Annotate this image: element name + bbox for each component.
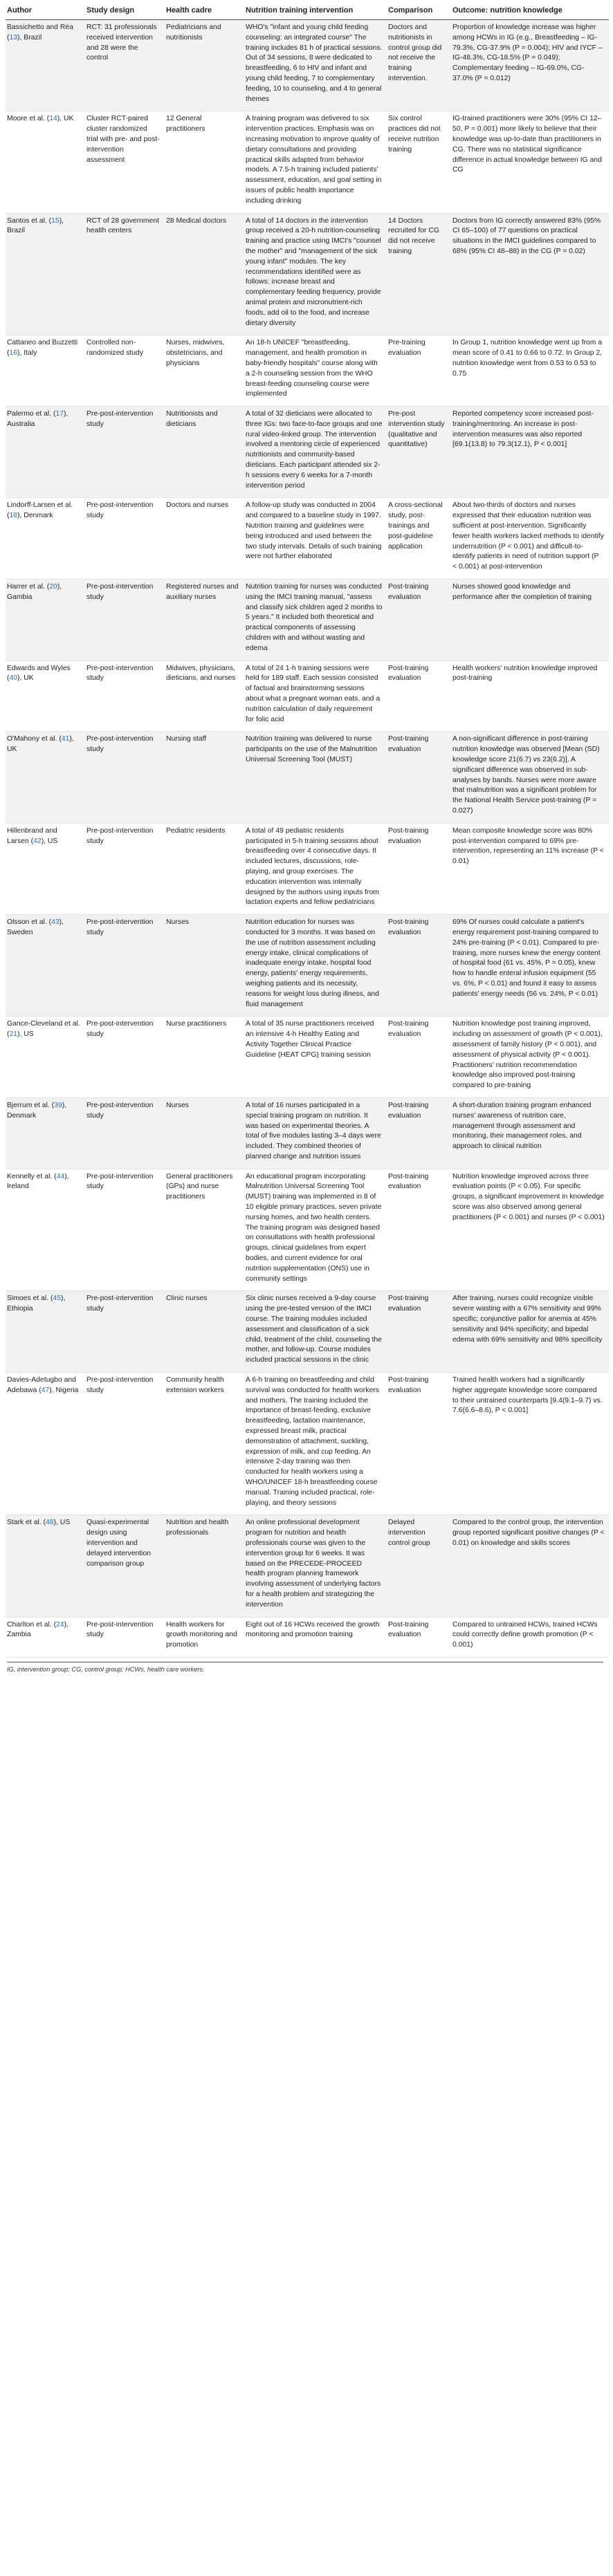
- author-country: ), Ethiopia: [7, 1295, 66, 1313]
- author-name: Davies-Adetugbo and Adebawa (: [7, 1376, 76, 1394]
- author-cell: [6, 660, 85, 732]
- header-outcome: Outcome: nutrition knowledge: [451, 3, 609, 20]
- author-name: Gance-Cleveland et al. (: [7, 1020, 80, 1039]
- health-cadre-cell: Doctors and nurses: [165, 498, 244, 580]
- study-design-cell: RCT of 28 government health centers: [85, 213, 165, 335]
- author-name: Stark et al. (: [7, 1519, 46, 1527]
- author-name: Charlton et al. (: [7, 1620, 57, 1629]
- reference-link[interactable]: 16: [9, 349, 18, 358]
- author-cell: [6, 213, 85, 335]
- outcome-cell: About two-thirds of doctors and nurses expressed that their education nutrition was sufficient at post-intervention. Significantly fewer health workers lacked methods to identify undernutrition (P < 0.001) and difficult-to-identify patients in need of nutrition support (P < 0.001) at post-intervention: [451, 498, 609, 580]
- intervention-cell: Six clinic nurses received a 9-day course using the pre-tested version of the IMCI course. The training modules included assessment and classification of a sick child, treatment of the child, counseling the mother, and follow-up. Course modules included practical sessions in the clinic: [244, 1291, 387, 1373]
- author-name: Bjerrum et al. (: [7, 1101, 55, 1109]
- health-cadre-cell: Pediatricians and nutritionists: [165, 20, 244, 111]
- comparison-cell: Delayed intervention control group: [387, 1515, 451, 1617]
- health-cadre-cell: Nurses: [165, 915, 244, 1017]
- health-cadre-cell: General practitioners (GPs) and nurse practitioners: [165, 1169, 244, 1291]
- reference-link[interactable]: 47: [41, 1386, 50, 1394]
- outcome-cell: After training, nurses could recognize visible severe wasting with a 67% sensitivity and 99% specific; conjunctive pallor for anemia at 45% sensitivity and 94% specificity; and bipedal edema with 69% sensitivity and 98% specificity: [451, 1291, 609, 1373]
- study-design-cell: Pre-post-intervention study: [85, 407, 165, 498]
- author-country: ), Ireland: [7, 1172, 69, 1191]
- comparison-cell: 14 Doctors recruited for CG did not receive training: [387, 213, 451, 335]
- outcome-cell: In Group 1, nutrition knowledge went up from a mean score of 0.41 to 0.66 to 0.72. In Group 2, nutrition knowledge went from 0.53 to 0.53 to 0.75: [451, 335, 609, 407]
- author-name: Simoes et al. (: [7, 1295, 53, 1303]
- study-design-cell: Controlled non-randomized study: [85, 335, 165, 407]
- study-design-cell: Pre-post-intervention study: [85, 1617, 165, 1657]
- author-cell: [6, 1169, 85, 1291]
- table-row: [6, 498, 609, 580]
- comparison-cell: Post-training evaluation: [387, 915, 451, 1017]
- table-row: [6, 660, 609, 732]
- author-cell: [6, 915, 85, 1017]
- outcome-cell: Doctors from IG correctly answered 83% (95% CI 65–100) of 77 questions on practical situations in the IMCI guidelines compared to 68% (95% CI 48–88) in the CG (P = 0.02): [451, 213, 609, 335]
- table-row: [6, 823, 609, 914]
- health-cadre-cell: 12 General practitioners: [165, 111, 244, 213]
- intervention-cell: A training program was delivered to six intervention practices. Emphasis was on increasing motivation to improve quality of dietary consultations and providing practical skills adapted from behavior models. A 7.5-h training included patients' assessment, education, and goal setting in issues of public health importance including drinking: [244, 111, 387, 213]
- author-name: Olsson et al. (: [7, 918, 52, 927]
- reference-link[interactable]: 45: [53, 1295, 61, 1303]
- author-country: ), US: [17, 1030, 34, 1039]
- comparison-cell: Post-training evaluation: [387, 1097, 451, 1169]
- intervention-cell: A total of 32 dieticians were allocated to three IGs: two face-to-face groups and one rural video-linked group. The intervention involved a mentoring circle of experienced nutritionists and community-based dieticians. Each participant attended six 2-h sessions every 6 weeks for a 7-month intervention period: [244, 407, 387, 498]
- outcome-cell: A short-duration training program enhanced nurses' awareness of nutrition care, management through assessment and monitoring, their management roles, and approach to clinical nutrition: [451, 1097, 609, 1169]
- outcome-cell: Health workers' nutrition knowledge improved post-training: [451, 660, 609, 732]
- intervention-cell: A total of 24 1-h training sessions were held for 189 staff. Each session consisted of factual and brainstorming sessions about what a pregnant woman eats, and a nutrition calculation of daily requirement for folic acid: [244, 660, 387, 732]
- comparison-cell: Post-training evaluation: [387, 732, 451, 823]
- studies-table: [6, 3, 609, 1658]
- table-row: [6, 1373, 609, 1515]
- intervention-cell: Nutrition training for nurses was conducted using the IMCI training manual, "assess and classify sick children aged 2 months to 5 years." It included both theoretical and practical components of assessing children with and without wasting and edema: [244, 580, 387, 661]
- header-author: Author: [6, 3, 85, 20]
- author-name: Santos et al. (: [7, 216, 52, 225]
- study-design-cell: Cluster RCT-paired cluster randomized trial with pre- and post-intervention assessment: [85, 111, 165, 213]
- intervention-cell: Nutrition training was delivered to nurse participants on the use of the Malnutrition Universal Screening Tool (MUST): [244, 732, 387, 823]
- author-cell: [6, 580, 85, 661]
- table-row: [6, 407, 609, 498]
- reference-link[interactable]: 44: [56, 1172, 65, 1180]
- study-design-cell: RCT: 31 professionals received intervention and 28 were the control: [85, 20, 165, 111]
- table-row: [6, 335, 609, 407]
- study-design-cell: Pre-post-intervention study: [85, 732, 165, 823]
- health-cadre-cell: Nutrition and health professionals: [165, 1515, 244, 1617]
- author-country: ), UK: [57, 115, 74, 123]
- health-cadre-cell: Nursing staff: [165, 732, 244, 823]
- comparison-cell: Pre-post intervention study (qualitative and quantitative): [387, 407, 451, 498]
- author-country: ), Brazil: [7, 216, 64, 235]
- author-cell: [6, 732, 85, 823]
- comparison-cell: Post-training evaluation: [387, 580, 451, 661]
- author-country: ), US: [41, 837, 58, 845]
- health-cadre-cell: Nurses: [165, 1097, 244, 1169]
- outcome-cell: Compared to untrained HCWs, trained HCWs could correctly define growth promotion (P < 0.001): [451, 1617, 609, 1657]
- intervention-cell: A total of 49 pediatric residents participated in 5-h training sessions about breastfeeding over 4 consecutive days. It included lectures, discussions, role-playing, and group exercises. The education intervention was internally designed by the authors using inputs from lactation experts and fellow pediatricians: [244, 823, 387, 914]
- author-country: ), Italy: [17, 349, 37, 358]
- comparison-cell: Post-training evaluation: [387, 1617, 451, 1657]
- author-country: ), Denmark: [17, 512, 53, 520]
- health-cadre-cell: Nurses, midwives, obstetricians, and physicians: [165, 335, 244, 407]
- reference-link[interactable]: 18: [9, 512, 18, 520]
- author-country: ), US: [53, 1519, 71, 1527]
- intervention-cell: Eight out of 16 HCWs received the growth monitoring and promotion training: [244, 1617, 387, 1657]
- reference-link[interactable]: 42: [33, 837, 42, 845]
- outcome-cell: Trained health workers had a significantly higher aggregate knowledge score compared to their untrained counterparts [9.4(9.1–9.7) vs. 7.6(6.6–8.6), P < 0.001]: [451, 1373, 609, 1515]
- intervention-cell: A total of 35 nurse practitioners received an intensive 4-h Healthy Eating and Activity Together Clinical Practice Guideline (HEAT CPG) training session: [244, 1017, 387, 1098]
- study-design-cell: Pre-post-intervention study: [85, 1373, 165, 1515]
- health-cadre-cell: Community health extension workers: [165, 1373, 244, 1515]
- author-name: Moore et al. (: [7, 115, 50, 123]
- health-cadre-cell: Nutritionists and dieticians: [165, 407, 244, 498]
- author-country: ), UK: [7, 735, 74, 754]
- study-design-cell: Pre-post-intervention study: [85, 498, 165, 580]
- reference-link[interactable]: 15: [51, 216, 60, 225]
- study-design-cell: Pre-post-intervention study: [85, 1097, 165, 1169]
- health-cadre-cell: Midwives, physicians, dieticians, and nurses: [165, 660, 244, 732]
- study-design-cell: Pre-post-intervention study: [85, 1017, 165, 1098]
- intervention-cell: A follow-up study was conducted in 2004 and compared to a baseline study in 1997. Nutrition training and guidelines were being introduced and used between the two study intervals. Details of such training were not further elaborated: [244, 498, 387, 580]
- author-name: O'Mahony et al. (: [7, 735, 62, 743]
- intervention-cell: An online professional development program for nutrition and health professionals course was given to the intervention group for 6 weeks. It was based on the PRECEDE-PROCEED health program planning framework involving assessment of underlying factors for a health problem and strategizing the intervention: [244, 1515, 387, 1617]
- intervention-cell: A 6-h training on breastfeeding and child survival was conducted for health workers and mothers. The training included the importance of breast-feeding, exclusive breastfeeding, lactation maintenance, expressed breast milk, practical demonstration of attachment, suckling, expression of milk, and cup feeding. An intensive 2-day training was then conducted for health workers using a WHO/UNICEF 18-h breastfeeding course manual. Training included practical, role-playing, and theory sessions: [244, 1373, 387, 1515]
- outcome-cell: Compared to the control group, the intervention group reported significant positive changes (P < 0.01) on knowledge and skills scores: [451, 1515, 609, 1617]
- author-country: ), UK: [17, 674, 34, 683]
- intervention-cell: An 18-h UNICEF "breastfeeding, management, and health promotion in baby-friendly hospitals" course along with a 2-h counseling session from the WHO breast-feeding counseling course were implemented: [244, 335, 387, 407]
- table-row: [6, 111, 609, 213]
- table-row: [6, 213, 609, 335]
- reference-link[interactable]: 43: [51, 918, 60, 927]
- author-cell: [6, 407, 85, 498]
- outcome-cell: Reported competency score increased post-training/mentoring. An increase in post-intervention measures was also reported [69.1(13.8) to 79.3(12.1), P < 0.001]: [451, 407, 609, 498]
- comparison-cell: Post-training evaluation: [387, 1373, 451, 1515]
- intervention-cell: An educational program incorporating Malnutrition Universal Screening Tool (MUST) training was implemented in 8 of 10 eligible primary practices, seven private nursing homes, and two health centers. The training program was designed based on consultations with health professional groups, clinical guidelines from expert bodies, and current evidence for oral nutrition supplementation (ONS) use in community settings: [244, 1169, 387, 1291]
- author-name: Lindorff-Larsen et al. (: [7, 501, 73, 520]
- study-design-cell: Pre-post-intervention study: [85, 1291, 165, 1373]
- author-name: Kennelly et al. (: [7, 1172, 57, 1180]
- page: [0, 3, 613, 2576]
- reference-link[interactable]: 14: [49, 115, 57, 123]
- author-country: ), Zambia: [7, 1620, 68, 1639]
- study-design-cell: Pre-post-intervention study: [85, 660, 165, 732]
- outcome-cell: Proportion of knowledge increase was higher among HCWs in IG (e.g., Breastfeeding – IG-79.3%, CG-37.9% (P = 0.004); HIV and IYCF – IG-48.3%, CG-18.5% (P = 0.049); Complementary feeding – IG-69.0%, CG-37.0% (P = 0.012): [451, 20, 609, 111]
- reference-link[interactable]: 21: [9, 1030, 18, 1039]
- table-row: [6, 732, 609, 823]
- table-row: [6, 1617, 609, 1657]
- author-country: ), Brazil: [17, 33, 42, 41]
- outcome-cell: Nutrition knowledge improved across three evaluation points (P < 0.05). For specific groups, a significant improvement in knowledge score was also observed among general practitioners (P < 0.001) and nurses (P < 0.001): [451, 1169, 609, 1291]
- author-country: ), Sweden: [7, 918, 64, 936]
- study-design-cell: Pre-post-intervention study: [85, 580, 165, 661]
- study-design-cell: Pre-post-intervention study: [85, 915, 165, 1017]
- health-cadre-cell: Registered nurses and auxiliary nurses: [165, 580, 244, 661]
- author-cell: [6, 1373, 85, 1515]
- health-cadre-cell: Health workers for growth monitoring and promotion: [165, 1617, 244, 1657]
- intervention-cell: WHO's "infant and young child feeding counseling: an integrated course" The training includes 81 h of practical sessions. Out of 34 sessions, 8 were dedicated to breastfeeding, 6 to HIV and infant and young child feeding, 7 to complementary feeding, 10 to counseling, and 4 to general themes: [244, 20, 387, 111]
- author-country: ), Denmark: [7, 1101, 67, 1120]
- outcome-cell: Mean composite knowledge score was 80% post-intervention compared to 69% pre-intervention, representing an 11% increase (P < 0.01): [451, 823, 609, 914]
- outcome-cell: Nurses showed good knowledge and performance after the completion of training: [451, 580, 609, 661]
- reference-link[interactable]: 24: [56, 1620, 64, 1629]
- author-country: ), Nigeria: [49, 1386, 79, 1394]
- author-country: ), Gambia: [7, 583, 62, 601]
- outcome-cell: IG-trained practitioners were 30% (95% CI 12–50, P = 0.001) more likely to believe that their knowledge was up-to-date than practitioners in CG. There was no statistical significance difference in actual knowledge between IG and CG: [451, 111, 609, 213]
- comparison-cell: A cross-sectional study, post-trainings and post-guideline application: [387, 498, 451, 580]
- reference-link[interactable]: 13: [9, 33, 18, 41]
- reference-link[interactable]: 20: [49, 583, 57, 591]
- table-row: [6, 1291, 609, 1373]
- author-cell: [6, 1097, 85, 1169]
- table-row: [6, 20, 609, 111]
- health-cadre-cell: Nurse practitioners: [165, 1017, 244, 1098]
- comparison-cell: Post-training evaluation: [387, 1169, 451, 1291]
- author-cell: [6, 1017, 85, 1098]
- table-row: [6, 1169, 609, 1291]
- author-cell: [6, 20, 85, 111]
- comparison-cell: Pre-training evaluation: [387, 335, 451, 407]
- study-design-cell: Pre-post-intervention study: [85, 823, 165, 914]
- author-name: Hillenbrand and Larsen (: [7, 826, 57, 845]
- comparison-cell: Post-training evaluation: [387, 660, 451, 732]
- comparison-cell: Post-training evaluation: [387, 823, 451, 914]
- intervention-cell: Nutrition education for nurses was conducted for 3 months. It was based on the use of nutrition assessment including energy intake, clinical complications of inadequate energy intake, hospital food energy, patients' energy requirements, weighing patients and its necessity, reasons for weight loss during illness, and fluid management: [244, 915, 387, 1017]
- comparison-cell: Post-training evaluation: [387, 1017, 451, 1098]
- author-name: Edwards and Wyles (: [7, 664, 71, 683]
- table-footnote: IG, intervention group; CG, control group; HCWs, health care workers.: [7, 1662, 603, 1673]
- comparison-cell: Six control practices did not receive nutrition training: [387, 111, 451, 213]
- outcome-cell: A non-significant difference in post-training nutrition knowledge was observed [Mean (SD) knowledge score 21(6.7) vs 23(6.2)]. A significant difference was observed in sub-analyses by bands. Nurses were more aware that malnutrition was a significant problem for the National Health Service post-training (P = 0.027): [451, 732, 609, 823]
- reference-link[interactable]: 17: [55, 410, 64, 418]
- intervention-cell: A total of 14 doctors in the intervention group received a 20-h nutrition-counseling training and practice using IMCI's "counsel the mother" and "management of the sick young infant" modules. The key recommendations identified were as follows: increase breast and complementary feeding frequency, provide animal protein and micronutrient-rich foods, add oil to the food, and increase dietary diversity: [244, 213, 387, 335]
- table-body: [6, 20, 609, 1658]
- header-study-design: Study design: [85, 3, 165, 20]
- author-name: Harrer et al. (: [7, 583, 50, 591]
- outcome-cell: 69% Of nurses could calculate a patient's energy requirement post-training compared to 24% pre-training (P < 0.01). Compared to pre-training, more nurses knew the energy content of hospital food (61 vs. 45%, P = 0.05), knew how to handle enteral infusion equipment (55 vs. 6%, P < 0.01) and found it easy to assess patients' energy needs (56 vs. 24%, P < 0.01): [451, 915, 609, 1017]
- outcome-cell: Nutrition knowledge post training improved, including on assessment of growth (P < 0.001), assessment of family history (P < 0.001), and assessment of physical activity (P < 0.001). Practitioners' nutrition recommendation knowledge also improved post-training compared to pre-training: [451, 1017, 609, 1098]
- table-row: [6, 1097, 609, 1169]
- author-name: Palermo et al. (: [7, 410, 56, 418]
- reference-link[interactable]: 41: [61, 735, 70, 743]
- table-row: [6, 1515, 609, 1617]
- reference-link[interactable]: 48: [46, 1519, 54, 1527]
- author-cell: [6, 1617, 85, 1657]
- table-row: [6, 915, 609, 1017]
- author-country: ), Australia: [7, 410, 68, 428]
- reference-link[interactable]: 40: [9, 674, 18, 683]
- intervention-cell: A total of 16 nurses participated in a special training program on nutrition. It was based on experimental theories. A total of five modules lasting 3–4 days were included. They combined theories of planned change and nutrition issues: [244, 1097, 387, 1169]
- table-row: [6, 580, 609, 661]
- header-row: [6, 3, 609, 20]
- comparison-cell: Post-training evaluation: [387, 1291, 451, 1373]
- health-cadre-cell: Clinic nurses: [165, 1291, 244, 1373]
- header-comparison: Comparison: [387, 3, 451, 20]
- header-health-cadre: Health cadre: [165, 3, 244, 20]
- study-design-cell: Quasi-experimental design using intervention and delayed intervention comparison group: [85, 1515, 165, 1617]
- study-design-cell: Pre-post-intervention study: [85, 1169, 165, 1291]
- author-cell: [6, 335, 85, 407]
- author-name: Cattaneo and Buzzetti (: [7, 339, 78, 358]
- author-cell: [6, 1515, 85, 1617]
- author-cell: [6, 823, 85, 914]
- table-row: [6, 1017, 609, 1098]
- author-name: Bassichetto and Réa (: [7, 24, 73, 41]
- header-intervention: Nutrition training intervention: [244, 3, 387, 20]
- author-cell: [6, 1291, 85, 1373]
- author-cell: [6, 498, 85, 580]
- health-cadre-cell: Pediatric residents: [165, 823, 244, 914]
- health-cadre-cell: 28 Medical doctors: [165, 213, 244, 335]
- comparison-cell: Doctors and nutritionists in control group did not receive the training intervention.: [387, 20, 451, 111]
- author-cell: [6, 111, 85, 213]
- reference-link[interactable]: 39: [54, 1101, 62, 1109]
